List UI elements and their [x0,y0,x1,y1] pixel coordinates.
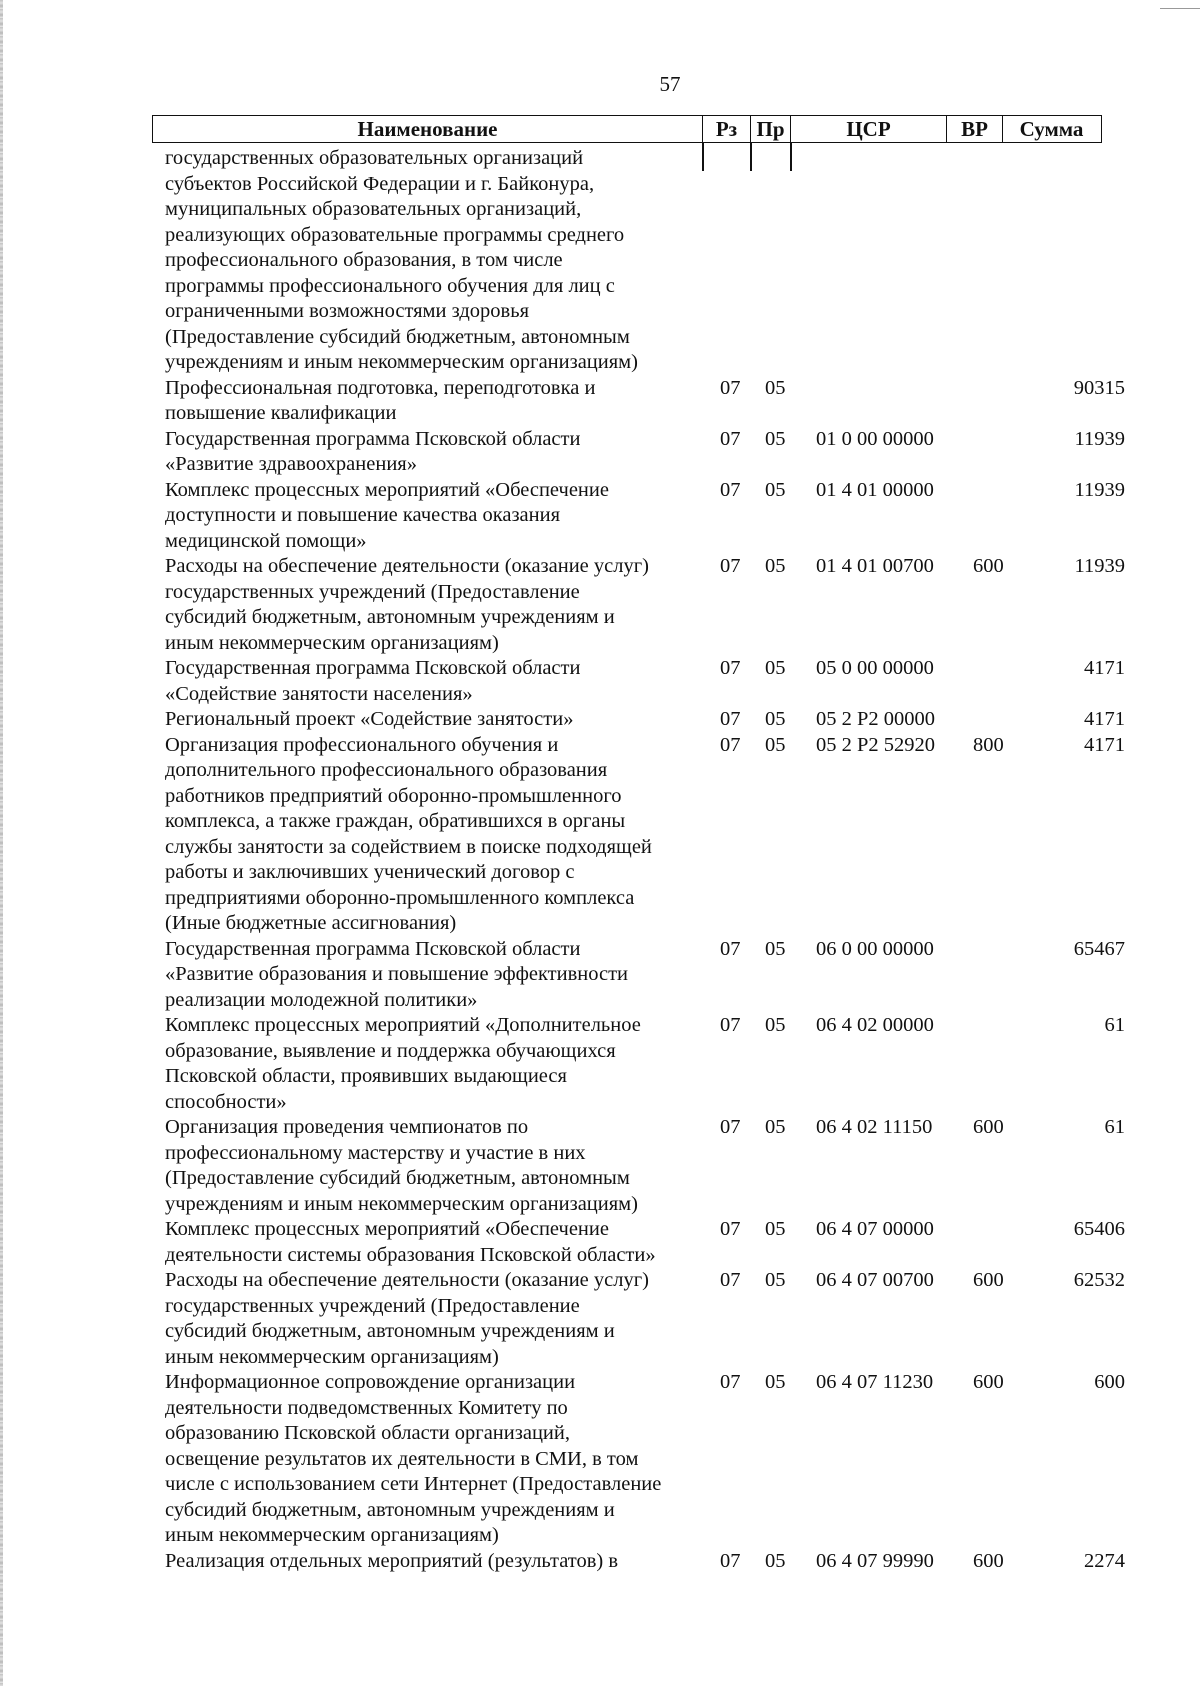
table-row [165,656,1125,707]
row-name: Информационное сопровождение организации деятельности подведомственных Комитету по образованию Псковской области организаций, освещение результатов их деятельности в СМИ, в том числе с использованием сети Интернет (Предоставление субсидий бюджетным, автономным учреждениям и иным некоммерческим организациям) [165,1371,662,1546]
row-pr: 05 [765,427,786,450]
row-vr: 600 [973,1116,1004,1138]
table-header [152,115,1102,143]
header-csr: ЦСР [791,116,947,142]
header-name: Наименование [153,116,703,142]
row-rz: 07 [720,1116,741,1138]
row-name: Государственная программа Псковской области «Развитие образования и повышение эффективности реализации молодежной политики» [165,937,629,1011]
row-name: Комплекс процессных мероприятий «Обеспечение доступности и повышение качества оказания медицинской помощи» [165,478,609,552]
row-pr: 05 [765,1116,786,1138]
row-pr: 05 [765,1218,786,1240]
row-pr: 05 [765,1269,786,1291]
row-pr: 05 [765,478,786,501]
table-row [165,427,1125,478]
row-sum: 600 [1094,1371,1125,1393]
row-rz: 07 [720,1218,741,1240]
table-row [165,478,1125,555]
row-vr: 600 [973,1549,1004,1572]
row-csr: 05 2 P2 00000 [816,708,936,730]
row-pr: 05 [765,555,786,577]
row-rz: 07 [720,1371,741,1393]
header-vr: ВР [947,116,1003,142]
row-rz: 07 [720,733,741,756]
row-rz: 07 [720,708,741,730]
row-name: Профессиональная подготовка, переподготовка и повышение квалификации [165,376,596,424]
row-vr: 800 [973,733,1004,756]
row-rz: 07 [720,1549,741,1572]
row-csr: 06 4 07 11230 [816,1371,934,1393]
row-name: Расходы на обеспечение деятельности (оказание услуг) государственных учреждений (Предоставление субсидий бюджетным, автономным учреждениям и иным некоммерческим организациям) [165,1269,649,1368]
row-csr: 06 4 02 11150 [816,1116,933,1138]
table-body [165,146,1125,1574]
row-rz: 07 [720,478,741,501]
row-pr: 05 [765,376,786,399]
row-rz: 07 [720,657,741,679]
row-sum: 4171 [1084,733,1125,756]
row-sum: 65467 [1073,937,1125,960]
page-number: 57 [659,72,681,96]
row-sum: 61 [1104,1014,1125,1036]
row-rz: 07 [720,555,741,577]
row-sum: 4171 [1084,657,1125,679]
row-sum: 2274 [1084,1549,1125,1572]
row-pr: 05 [765,708,786,730]
row-pr: 05 [765,733,786,756]
row-rz: 07 [720,376,741,399]
row-csr: 06 4 07 00700 [816,1269,934,1291]
scan-corner [1160,0,1200,9]
row-rz: 07 [720,937,741,960]
table-row [165,1115,1125,1217]
row-csr: 01 4 01 00700 [816,555,934,577]
header-pr: Пр [751,116,791,142]
row-csr: 05 2 P2 52920 [816,733,936,756]
table-row [165,733,1125,937]
row-name: Государственная программа Псковской области «Развитие здравоохранения» [165,427,581,475]
table-row [165,1549,1125,1575]
row-name: Комплекс процессных мероприятий «Дополнительное образование, выявление и поддержка обучающихся Псковской области, проявивших выдающиеся способности» [165,1014,641,1113]
table-row [165,376,1125,427]
row-name: Расходы на обеспечение деятельности (оказание услуг) государственных учреждений (Предоставление субсидий бюджетным, автономным учреждениям и иным некоммерческим организациям) [165,555,649,654]
row-name: Комплекс процессных мероприятий «Обеспечение деятельности системы образования Псковской области» [165,1218,656,1266]
row-csr: 05 0 00 00000 [816,657,934,679]
row-csr: 01 4 01 00000 [816,478,934,501]
row-vr: 600 [973,555,1004,577]
row-sum: 61 [1104,1116,1125,1138]
table-row [165,1268,1125,1370]
row-name: государственных образовательных организаций субъектов Российской Федерации и г. Байконура, муниципальных образовательных организаций, реализующих образовательные программы среднего профессионального образования, в том числе программы профессионального обучения для лиц с ограниченными возможностями здоровья (Предоставление субсидий бюджетным, автономным учреждениям и иным некоммерческим организациям) [165,147,638,373]
table-row [165,554,1125,656]
row-csr: 01 0 00 00000 [816,427,934,450]
table-row [165,937,1125,1014]
row-pr: 05 [765,937,786,960]
row-rz: 07 [720,427,741,450]
table-row [165,146,1125,376]
row-pr: 05 [765,1549,786,1572]
row-sum: 11939 [1074,478,1125,501]
row-pr: 05 [765,1014,786,1036]
row-name: Реализация отдельных мероприятий (результатов) в [165,1549,619,1572]
table-row [165,1217,1125,1268]
table-row [165,707,1125,733]
row-vr: 600 [973,1371,1004,1393]
row-rz: 07 [720,1269,741,1291]
row-csr: 06 4 02 00000 [816,1014,934,1036]
header-sum: Сумма [1019,116,1084,141]
row-pr: 05 [765,1371,786,1393]
scan-edge [0,0,3,1686]
row-vr: 600 [973,1269,1004,1291]
row-sum: 62532 [1073,1269,1125,1291]
row-sum: 4171 [1084,708,1125,730]
row-csr: 06 0 00 00000 [816,937,934,960]
row-pr: 05 [765,657,786,679]
table-row [165,1013,1125,1115]
header-rz: Рз [703,116,751,142]
row-name: Региональный проект «Содействие занятости» [165,708,574,730]
row-sum: 65406 [1073,1218,1125,1240]
row-name: Организация профессионального обучения и дополнительного профессионального образования работников предприятий оборонно-промышленного комплекса, а также граждан, обратившихся в органы службы занятости за содействием в поиске подходящей работы и заключивших ученический договор с предприятиями оборонно-промышленного комплекса (Иные бюджетные ассигнования) [165,733,652,934]
row-csr: 06 4 07 99990 [816,1549,934,1572]
row-sum: 90315 [1073,376,1125,399]
table-row [165,1370,1125,1549]
row-sum: 11939 [1074,427,1125,450]
row-name: Организация проведения чемпионатов по профессиональному мастерству и участие в них (Предоставление субсидий бюджетным, автономным учреждениям и иным некоммерческим организациям) [165,1116,638,1215]
row-rz: 07 [720,1014,741,1036]
row-sum: 11939 [1074,555,1125,577]
row-name: Государственная программа Псковской области «Содействие занятости населения» [165,657,581,705]
row-csr: 06 4 07 00000 [816,1218,934,1240]
